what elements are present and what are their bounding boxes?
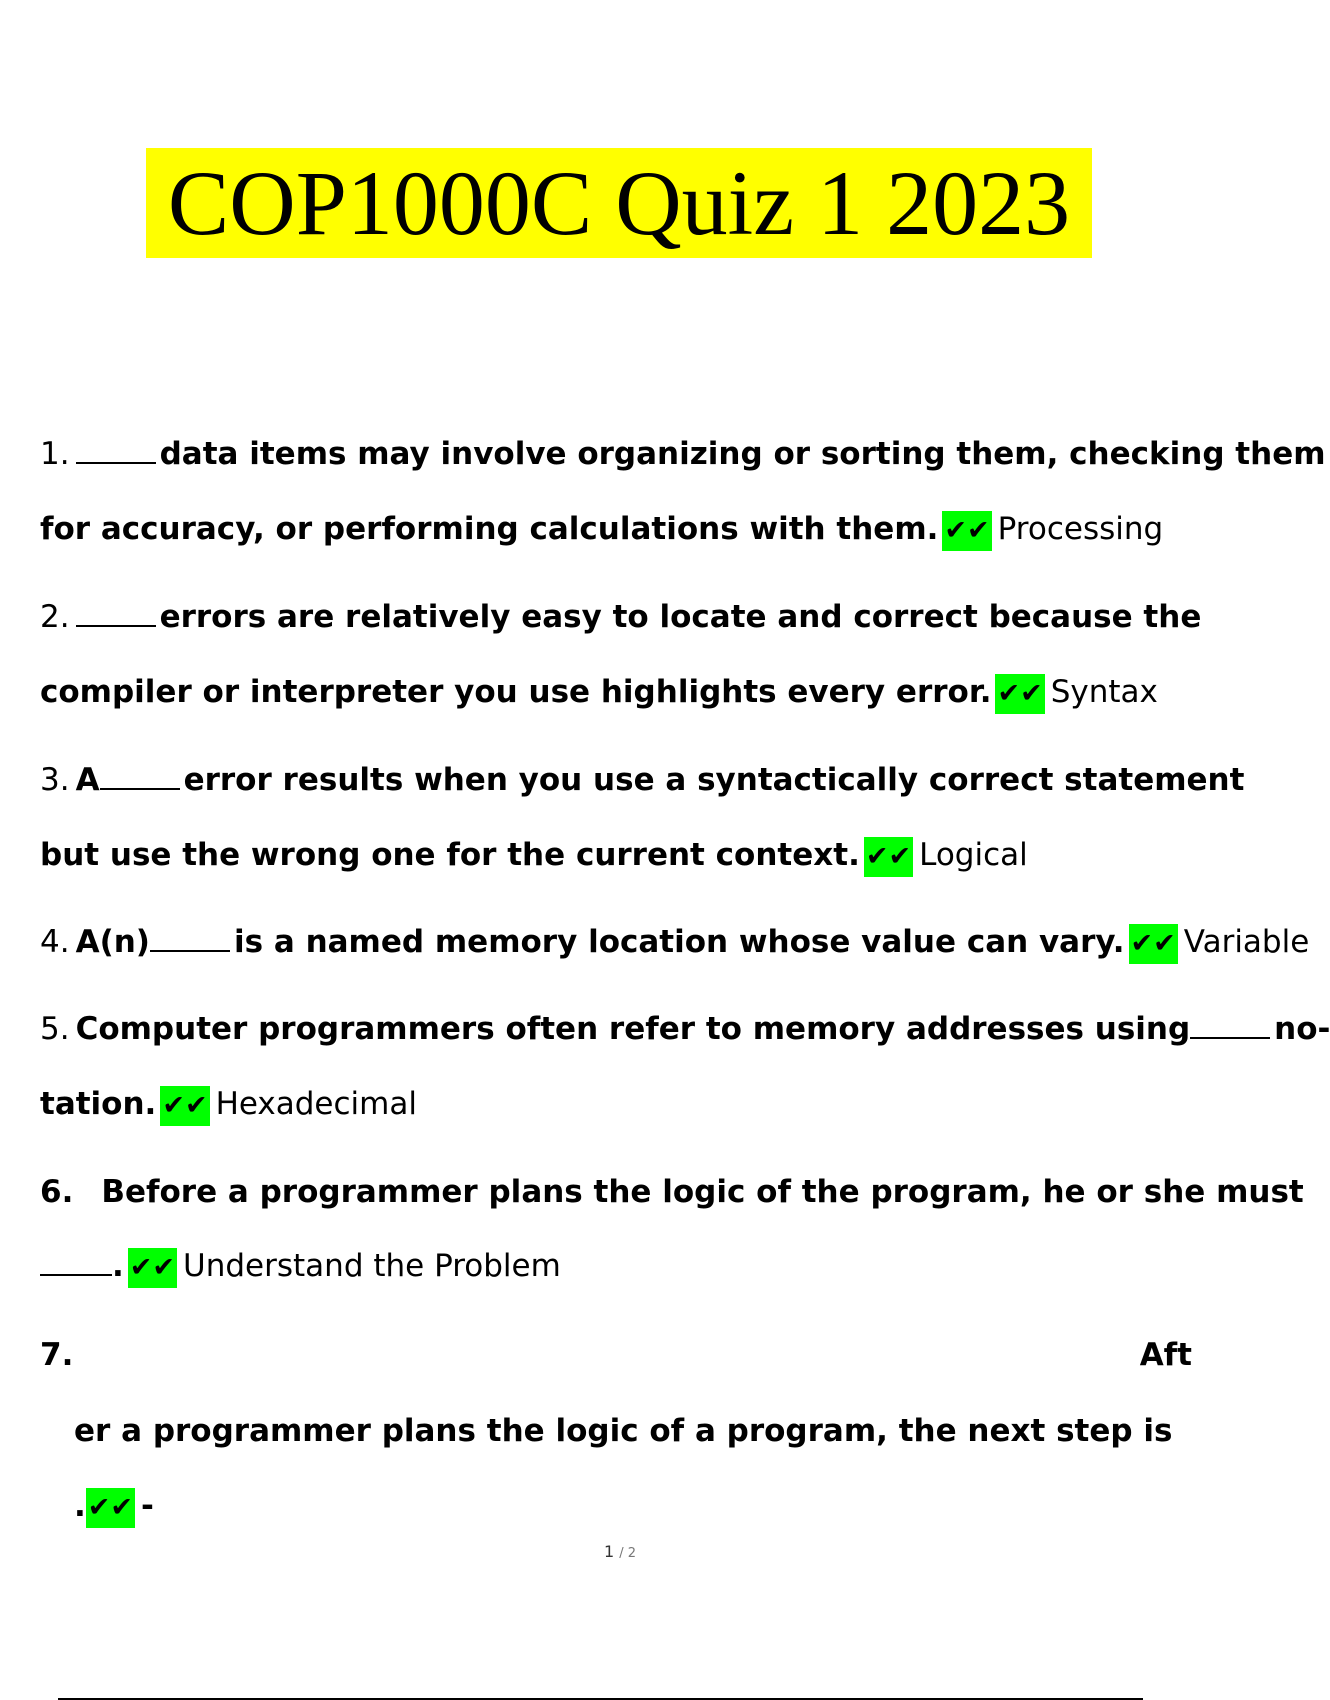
answer-blank [100, 760, 180, 790]
check-mark-icon: ✔✔ [864, 837, 913, 877]
question-5-line-2 [40, 1082, 417, 1126]
question-6-line-2 [40, 1244, 561, 1288]
question-text: Aft [1139, 1337, 1192, 1373]
question-text: is a named memory location whose value can vary. [233, 924, 1125, 960]
question-5-line-1 [40, 1007, 1330, 1051]
question-text: but use the wrong one for the current context. [40, 837, 860, 873]
question-text: error results when you use a syntactically correct statement [183, 762, 1245, 798]
question-number: 2. [40, 599, 70, 635]
question-3-line-1 [40, 758, 1244, 802]
question-number: 1. [40, 436, 70, 472]
question-7-line-2 [74, 1409, 1172, 1453]
check-mark-icon: ✔✔ [86, 1488, 135, 1528]
answer-text: Hexadecimal [215, 1086, 417, 1122]
question-4-line-1 [40, 920, 1309, 964]
question-text: compiler or interpreter you use highlights every error. [40, 674, 992, 710]
question-3-line-2 [40, 833, 1028, 877]
question-text: for accuracy, or performing calculations with them. [40, 511, 939, 547]
check-mark-icon: ✔✔ [1129, 924, 1178, 964]
question-2-line-1 [40, 595, 1201, 639]
question-text: er a programmer plans the logic of a program, the next step is [74, 1413, 1173, 1449]
answer-blank [76, 597, 156, 627]
question-text: . [74, 1488, 86, 1524]
check-mark-icon: ✔✔ [160, 1086, 209, 1126]
answer-text: Variable [1183, 924, 1310, 960]
question-text-suffix: no- [1274, 1011, 1330, 1047]
answer-text: Syntax [1050, 674, 1158, 710]
current-page: 1 [603, 1542, 615, 1561]
answer-blank [76, 434, 156, 464]
check-mark-icon: ✔✔ [995, 674, 1044, 714]
question-1-line-2 [40, 507, 1163, 551]
question-prefix: A [75, 762, 100, 798]
check-mark-icon: ✔✔ [128, 1248, 177, 1288]
question-text: Computer programmers often refer to memory addresses using [75, 1011, 1191, 1047]
page-indicator [0, 1542, 1240, 1561]
question-text-trailing: - [141, 1488, 154, 1524]
question-number: 5. [40, 1011, 70, 1047]
question-prefix: A(n) [75, 924, 150, 960]
question-text: data items may involve organizing or sorting them, checking them [159, 436, 1326, 472]
question-text: . [112, 1248, 124, 1284]
answer-blank [150, 922, 230, 952]
question-text: errors are relatively easy to locate and correct because the [159, 599, 1202, 635]
document-title: COP1000C Quiz 1 2023 [146, 148, 1092, 258]
question-7-line-1 [40, 1333, 73, 1377]
question-number: 4. [40, 924, 70, 960]
question-number: 3. [40, 762, 70, 798]
question-number: 6. [40, 1174, 74, 1210]
answer-text: Processing [997, 511, 1164, 547]
question-1-line-1 [40, 432, 1326, 476]
total-pages: / 2 [619, 1546, 637, 1561]
question-number: 7. [40, 1337, 74, 1373]
question-7-line-3 [74, 1484, 154, 1528]
answer-blank [40, 1246, 112, 1276]
answer-blank [1190, 1009, 1270, 1039]
question-text: Before a programmer plans the logic of the program, he or she must [101, 1174, 1304, 1210]
answer-text: Understand the Problem [183, 1248, 561, 1284]
question-7-line-1-right [1140, 1333, 1192, 1377]
check-mark-icon: ✔✔ [942, 511, 991, 551]
question-2-line-2 [40, 670, 1158, 714]
answer-text: Logical [919, 837, 1028, 873]
question-6-line-1 [40, 1170, 1304, 1214]
question-text: tation. [40, 1086, 157, 1122]
